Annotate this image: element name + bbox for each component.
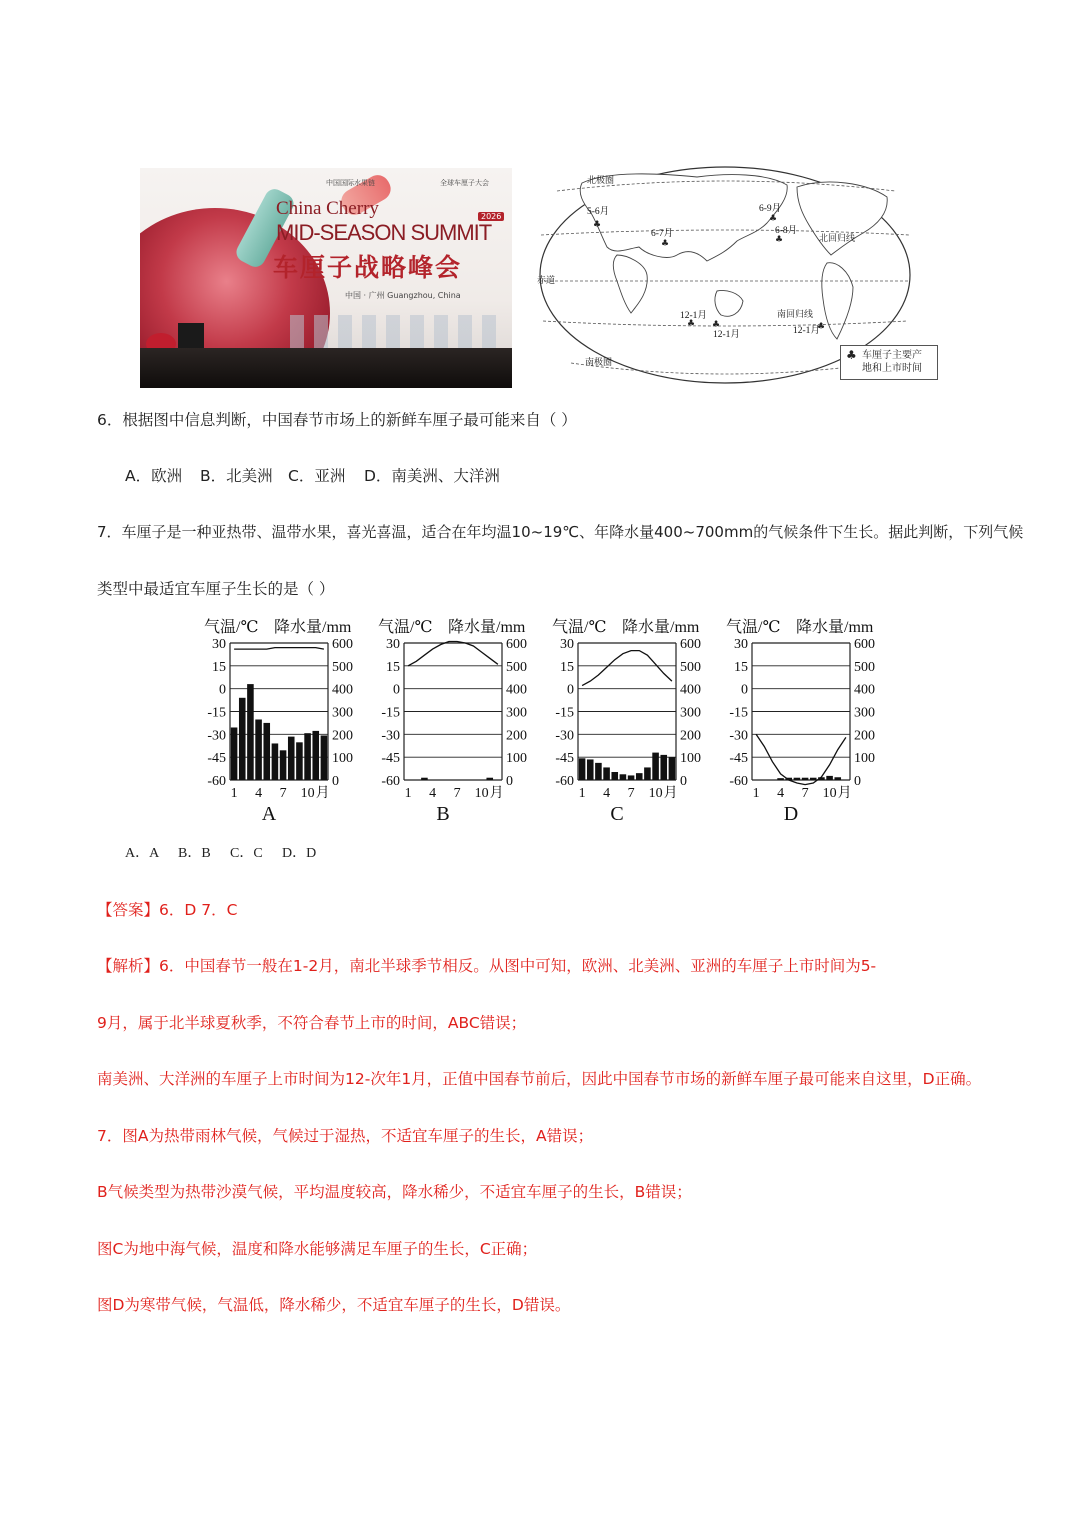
banner-location: 中国 · 广州 Guangzhou, China — [345, 291, 461, 300]
precip-bar — [652, 753, 659, 780]
temp-tick-label: 15 — [386, 659, 400, 675]
temp-tick-label: 30 — [734, 637, 748, 652]
precip-bar — [231, 727, 238, 780]
precip-tick-label: 600 — [854, 637, 875, 652]
precip-bar — [579, 758, 586, 780]
analysis-tag: 【解析】 — [97, 957, 160, 975]
temp-tick-label: 30 — [212, 637, 226, 652]
precip-bar — [304, 733, 311, 780]
q6-option-a: A．欧洲 — [125, 467, 183, 485]
q6-option-d: D．南美洲、大洋洲 — [364, 467, 500, 485]
month-tick-label: 1 — [752, 786, 760, 801]
precip-bar — [421, 778, 428, 780]
precip-tick-label: 300 — [854, 705, 875, 721]
summit-banner-photo — [140, 168, 512, 388]
time-label-na-east: 6-8月 — [775, 226, 798, 236]
banner-title-en-2: MID-SEASON SUMMIT — [276, 220, 492, 245]
precip-tick-label: 400 — [854, 682, 875, 698]
cherry-icon: ♣ — [775, 235, 784, 245]
month-tick-label: 4 — [603, 786, 611, 801]
precip-tick-label: 300 — [332, 705, 353, 721]
precip-bar — [603, 767, 610, 780]
month-tick-label: 10 — [300, 786, 315, 801]
temp-tick-label: -15 — [555, 705, 574, 721]
temperature-line — [408, 642, 498, 666]
precip-bar — [255, 719, 262, 780]
time-label-oceania-2: 12-1月 — [713, 330, 740, 340]
precip-bar — [802, 778, 809, 780]
answer-line — [97, 900, 237, 920]
temp-tick-label: -30 — [555, 728, 574, 744]
precip-bar — [620, 774, 627, 780]
precip-tick-label: 400 — [680, 682, 701, 698]
cherry-icon: ♣ — [593, 220, 602, 230]
precip-bar — [247, 684, 254, 780]
chart-letter: D — [783, 803, 799, 825]
analysis-line-3: 南美洲、大洋洲的车厘子上市时间为12-次年1月，正值中国春节前后，因此中国春节市场的新鲜车厘子最可能来自这里，D正确。 — [97, 1070, 982, 1088]
month-unit-label: 月 — [489, 786, 504, 801]
temperature-line — [234, 648, 324, 650]
temp-tick-label: -60 — [729, 774, 748, 789]
label-equator: 赤道 — [537, 276, 556, 286]
precip-tick-label: 100 — [680, 751, 701, 767]
month-tick-label: 4 — [777, 786, 785, 801]
temp-tick-label: 15 — [560, 659, 574, 675]
time-label-asia: 6-7月 — [651, 229, 674, 239]
banner-year-badge: 2026 — [478, 212, 504, 221]
time-label-oceania-1: 12-1月 — [680, 311, 707, 321]
precip-bar — [810, 778, 817, 780]
precip-bar — [263, 723, 270, 780]
chart-letter: B — [436, 803, 450, 825]
cherry-icon: ♣ — [687, 319, 696, 329]
temp-axis-title: 气温/℃ — [726, 619, 781, 636]
precip-bar — [312, 731, 319, 780]
precip-tick-label: 0 — [506, 774, 513, 789]
precip-bar — [777, 778, 784, 780]
precip-bar — [611, 772, 618, 780]
audience-silhouette — [140, 348, 512, 388]
precip-bar — [239, 698, 246, 780]
precip-bar — [644, 767, 651, 780]
temp-tick-label: 30 — [560, 637, 574, 652]
q7-option-a: A．A — [125, 846, 160, 861]
temp-tick-label: -60 — [555, 774, 574, 789]
precip-bar — [669, 757, 676, 780]
month-tick-label: 7 — [627, 786, 635, 801]
q6-option-b: B．北美洲 — [200, 467, 273, 485]
time-label-south-america: 12-1月 — [793, 326, 820, 336]
temp-tick-label: 15 — [212, 659, 226, 675]
precip-bar — [321, 735, 328, 780]
chart-letter: A — [261, 803, 277, 825]
month-tick-label: 7 — [801, 786, 809, 801]
time-label-na-west: 6-9月 — [759, 204, 782, 214]
precip-bar — [280, 750, 287, 780]
map-legend — [840, 345, 938, 380]
legend-line-1: 车厘子主要产 — [862, 350, 922, 361]
temp-tick-label: -15 — [207, 705, 226, 721]
month-tick-label: 1 — [404, 786, 412, 801]
precip-tick-label: 600 — [332, 637, 353, 652]
cherry-icon: ♣ — [712, 320, 721, 330]
precip-axis-title: 降水量/mm — [622, 619, 700, 636]
precip-tick-label: 200 — [680, 728, 701, 744]
precip-tick-label: 0 — [332, 774, 339, 789]
climate-chart-b — [378, 618, 527, 825]
precip-bar — [834, 777, 841, 780]
temp-axis-title: 气温/℃ — [378, 619, 433, 636]
cherry-icon: ♣ — [817, 322, 826, 332]
precip-tick-label: 0 — [854, 774, 861, 789]
month-tick-label: 10 — [474, 786, 489, 801]
precip-bar — [826, 776, 833, 780]
analysis-text-1: 6．中国春节一般在1-2月，南北半球季节相反。从图中可知，欧洲、北美洲、亚洲的车厘子上市时间为5- — [159, 957, 877, 975]
temp-axis-title: 气温/℃ — [552, 619, 607, 636]
temperature-line — [582, 651, 672, 686]
temp-tick-label: 0 — [741, 682, 748, 698]
temp-tick-label: -15 — [729, 705, 748, 721]
temp-tick-label: -45 — [207, 751, 226, 767]
chart-letter: C — [610, 803, 624, 825]
temp-tick-label: -60 — [381, 774, 400, 789]
precip-tick-label: 300 — [680, 705, 701, 721]
temp-tick-label: -30 — [381, 728, 400, 744]
cherry-icon: ♣ — [769, 214, 778, 224]
month-unit-label: 月 — [315, 786, 330, 801]
question-6-stem: 6．根据图中信息判断，中国春节市场上的新鲜车厘子最可能来自（ ） — [97, 411, 577, 429]
precip-tick-label: 600 — [680, 637, 701, 652]
precip-bar — [296, 742, 303, 780]
time-label-europe: 5-6月 — [587, 207, 610, 217]
legend-line-2: 地和上市时间 — [862, 363, 922, 374]
temp-tick-label: -45 — [381, 751, 400, 767]
precip-axis-title: 降水量/mm — [796, 619, 874, 636]
precip-bar — [587, 759, 594, 780]
month-tick-label: 4 — [255, 786, 263, 801]
precip-tick-label: 600 — [506, 637, 527, 652]
precip-bar — [794, 778, 801, 780]
precip-tick-label: 500 — [680, 659, 701, 675]
banner-org-right: 全球车厘子大会 — [440, 179, 489, 187]
month-tick-label: 10 — [822, 786, 837, 801]
precip-tick-label: 100 — [332, 751, 353, 767]
month-tick-label: 7 — [279, 786, 287, 801]
month-tick-label: 1 — [230, 786, 238, 801]
precip-tick-label: 500 — [854, 659, 875, 675]
precip-tick-label: 100 — [506, 751, 527, 767]
precip-bar — [636, 773, 643, 780]
analysis-line-6: 图C为地中海气候，温度和降水能够满足车厘子的生长，C正确； — [97, 1240, 538, 1258]
month-tick-label: 4 — [429, 786, 437, 801]
temp-axis-title: 气温/℃ — [204, 619, 259, 636]
analysis-line-5: B气候类型为热带沙漠气候，平均温度较高，降水稀少，不适宜车厘子的生长，B错误； — [97, 1183, 692, 1201]
banner-title-cn: 车厘子战略峰会 — [273, 253, 463, 282]
month-tick-label: 1 — [578, 786, 586, 801]
precip-tick-label: 0 — [680, 774, 687, 789]
precip-bar — [595, 763, 602, 780]
month-unit-label: 月 — [663, 786, 678, 801]
precip-tick-label: 400 — [332, 682, 353, 698]
climate-chart-a — [204, 618, 353, 825]
q7-option-d: D．D — [282, 846, 317, 861]
precip-axis-title: 降水量/mm — [448, 619, 526, 636]
precip-tick-label: 500 — [332, 659, 353, 675]
banner-org-left: 中国国际水果链 — [326, 179, 375, 187]
precip-bar — [660, 755, 667, 780]
temp-tick-label: -30 — [729, 728, 748, 744]
question-7-stem-line-1: 7．车厘子是一种亚热带、温带水果，喜光喜温，适合在年均温10~19℃、年降水量400~700mm的气候条件下生长。据此判断，下列气候 — [97, 523, 1024, 541]
q6-option-c: C．亚洲 — [288, 467, 346, 485]
precip-tick-label: 200 — [332, 728, 353, 744]
temp-tick-label: -15 — [381, 705, 400, 721]
temp-tick-label: 0 — [393, 682, 400, 698]
precip-axis-title: 降水量/mm — [274, 619, 352, 636]
question-7-stem-line-2: 类型中最适宜车厘子生长的是（ ） — [97, 580, 335, 598]
temp-tick-label: -45 — [729, 751, 748, 767]
precip-tick-label: 300 — [506, 705, 527, 721]
analysis-line-2: 9月，属于北半球夏秋季，不符合春节上市的时间，ABC错误； — [97, 1014, 527, 1032]
temp-tick-label: -45 — [555, 751, 574, 767]
month-tick-label: 7 — [453, 786, 461, 801]
climate-chart-c — [552, 618, 701, 825]
precip-bar — [486, 778, 493, 780]
precip-tick-label: 200 — [854, 728, 875, 744]
precip-tick-label: 500 — [506, 659, 527, 675]
precip-bar — [628, 775, 635, 780]
analysis-line-4: 7．图A为热带雨林气候，气候过于湿热，不适宜车厘子的生长，A错误； — [97, 1127, 594, 1145]
temp-tick-label: -30 — [207, 728, 226, 744]
analysis-line-1 — [97, 956, 876, 976]
cherry-icon: ♣ — [846, 348, 857, 362]
precip-bar — [272, 743, 279, 780]
precip-tick-label: 400 — [506, 682, 527, 698]
temp-tick-label: 15 — [734, 659, 748, 675]
answer-text: 6．D 7．C — [159, 901, 238, 919]
label-tropic-capricorn: 南回归线 — [777, 310, 814, 320]
precip-tick-label: 200 — [506, 728, 527, 744]
label-antarctic-circle: 南极圈 — [585, 358, 613, 368]
temp-tick-label: 0 — [219, 682, 226, 698]
temp-tick-label: 30 — [386, 637, 400, 652]
month-unit-label: 月 — [837, 786, 852, 801]
temp-tick-label: -60 — [207, 774, 226, 789]
precip-tick-label: 100 — [854, 751, 875, 767]
precip-bar — [288, 737, 295, 780]
cherry-icon: ♣ — [661, 239, 670, 249]
label-arctic-circle: 北极圈 — [587, 176, 615, 186]
climate-charts — [196, 614, 896, 826]
analysis-line-7: 图D为寒带气候，气温低，降水稀少，不适宜车厘子的生长，D错误。 — [97, 1296, 571, 1314]
label-tropic-cancer: 北回归线 — [819, 234, 856, 244]
banner-title-en-1: China Cherry — [276, 198, 379, 219]
temp-tick-label: 0 — [567, 682, 574, 698]
q7-option-b: B．B — [178, 846, 211, 861]
answer-tag: 【答案】 — [97, 901, 160, 919]
climate-chart-d — [726, 618, 875, 825]
q7-option-c: C．C — [230, 846, 263, 861]
month-tick-label: 10 — [648, 786, 663, 801]
